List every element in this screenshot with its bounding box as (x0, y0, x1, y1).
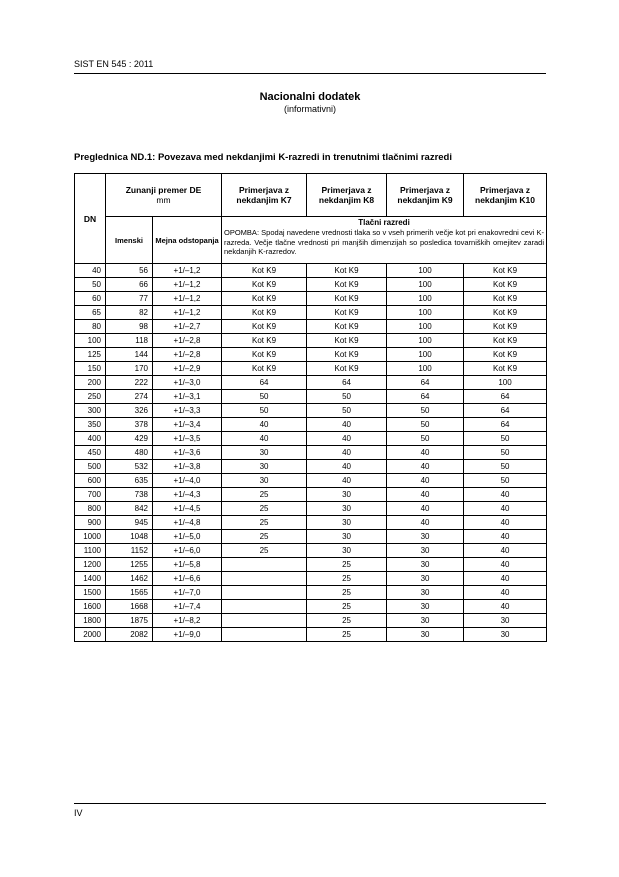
pressure-classes-note (222, 217, 547, 264)
k7-cell: 64 (222, 376, 307, 390)
table-row (75, 460, 547, 474)
k9-cell: 40 (387, 516, 464, 530)
tolerance-cell: +1/–3,3 (153, 404, 222, 418)
tolerance-cell: +1/–3,4 (153, 418, 222, 432)
k9-cell: 30 (387, 530, 464, 544)
nominal-cell: 66 (106, 278, 153, 292)
nominal-cell: 118 (106, 334, 153, 348)
tolerance-cell: +1/–1,2 (153, 278, 222, 292)
nominal-cell: 77 (106, 292, 153, 306)
k7-cell: 25 (222, 544, 307, 558)
tolerance-cell: +1/–3,8 (153, 460, 222, 474)
k9-cell: 100 (387, 306, 464, 320)
table-row (75, 502, 547, 516)
table-row (75, 306, 547, 320)
k9-cell: 100 (387, 320, 464, 334)
document-code: SIST EN 545 : 2011 (74, 59, 154, 69)
nominal-cell: 222 (106, 376, 153, 390)
k7-cell: 25 (222, 516, 307, 530)
dn-cell: 300 (75, 404, 106, 418)
table-row (75, 320, 547, 334)
k7-cell: Kot K9 (222, 362, 307, 376)
k8-cell: 30 (307, 502, 387, 516)
k10-cell: 50 (464, 474, 547, 488)
table-row (75, 278, 547, 292)
k9-cell: 30 (387, 614, 464, 628)
k10-cell: Kot K9 (464, 264, 547, 278)
col-k7-header: Primerjava z nekdanjim K7 (222, 174, 307, 217)
pressure-classes-title: Tlačni razredi (358, 218, 410, 227)
dn-cell: 1200 (75, 558, 106, 572)
dn-cell: 1500 (75, 586, 106, 600)
outer-diameter-unit: mm (156, 195, 171, 205)
tolerance-cell: +1/–2,8 (153, 334, 222, 348)
k7-cell (222, 614, 307, 628)
nominal-cell: 1875 (106, 614, 153, 628)
k9-cell: 50 (387, 404, 464, 418)
k8-cell: 40 (307, 460, 387, 474)
tolerance-cell: +1/–1,2 (153, 292, 222, 306)
k8-cell: 25 (307, 586, 387, 600)
tolerance-cell: +1/–4,3 (153, 488, 222, 502)
k10-cell: Kot K9 (464, 348, 547, 362)
col-dn-header: DN (75, 174, 106, 264)
dn-cell: 1400 (75, 572, 106, 586)
k10-cell: 50 (464, 446, 547, 460)
k8-cell: Kot K9 (307, 348, 387, 362)
dn-cell: 2000 (75, 628, 106, 642)
k9-cell: 30 (387, 628, 464, 642)
k9-cell: 100 (387, 264, 464, 278)
pressure-class-table (74, 173, 547, 642)
nominal-cell: 1462 (106, 572, 153, 586)
k9-cell: 30 (387, 558, 464, 572)
k10-cell: Kot K9 (464, 320, 547, 334)
footer-rule (74, 803, 546, 804)
k10-cell: 40 (464, 488, 547, 502)
nominal-cell: 532 (106, 460, 153, 474)
nominal-cell: 326 (106, 404, 153, 418)
dn-cell: 450 (75, 446, 106, 460)
dn-cell: 65 (75, 306, 106, 320)
header-rule (74, 73, 546, 74)
tolerance-cell: +1/–2,9 (153, 362, 222, 376)
table-row (75, 628, 547, 642)
tolerance-cell: +1/–4,8 (153, 516, 222, 530)
k8-cell: 25 (307, 572, 387, 586)
tolerance-cell: +1/–3,0 (153, 376, 222, 390)
k8-cell: 40 (307, 418, 387, 432)
k9-cell: 40 (387, 488, 464, 502)
table-row (75, 614, 547, 628)
k10-cell: Kot K9 (464, 334, 547, 348)
nominal-cell: 1668 (106, 600, 153, 614)
annex-title: Nacionalni dodatek (259, 91, 361, 103)
k9-cell: 40 (387, 446, 464, 460)
k7-cell: 50 (222, 390, 307, 404)
k10-cell: 40 (464, 502, 547, 516)
k10-cell: Kot K9 (464, 278, 547, 292)
table-row (75, 446, 547, 460)
k8-cell: 30 (307, 530, 387, 544)
k10-cell: 30 (464, 614, 547, 628)
k7-cell: Kot K9 (222, 278, 307, 292)
table-row (75, 474, 547, 488)
nominal-cell: 170 (106, 362, 153, 376)
table-row (75, 376, 547, 390)
k8-cell: 40 (307, 432, 387, 446)
k8-cell: Kot K9 (307, 306, 387, 320)
col-k9-header: Primerjava z nekdanjim K9 (387, 174, 464, 217)
k9-cell: 50 (387, 432, 464, 446)
dn-cell: 150 (75, 362, 106, 376)
nominal-cell: 378 (106, 418, 153, 432)
nominal-cell: 945 (106, 516, 153, 530)
k10-cell: 40 (464, 544, 547, 558)
k8-cell: Kot K9 (307, 278, 387, 292)
k10-cell: Kot K9 (464, 292, 547, 306)
k10-cell: 40 (464, 530, 547, 544)
nominal-cell: 738 (106, 488, 153, 502)
table-row (75, 292, 547, 306)
table-row (75, 348, 547, 362)
table-row (75, 362, 547, 376)
nominal-cell: 274 (106, 390, 153, 404)
dn-cell: 1600 (75, 600, 106, 614)
tolerance-cell: +1/–3,1 (153, 390, 222, 404)
header-row-1 (75, 174, 547, 217)
tolerance-cell: +1/–2,7 (153, 320, 222, 334)
k10-cell: 40 (464, 516, 547, 530)
k10-cell: Kot K9 (464, 362, 547, 376)
k8-cell: Kot K9 (307, 320, 387, 334)
dn-cell: 700 (75, 488, 106, 502)
dn-cell: 250 (75, 390, 106, 404)
tolerance-cell: +1/–1,2 (153, 306, 222, 320)
tolerance-cell: +1/–5,0 (153, 530, 222, 544)
dn-cell: 1000 (75, 530, 106, 544)
tolerance-cell: +1/–5,8 (153, 558, 222, 572)
k9-cell: 50 (387, 418, 464, 432)
k8-cell: 40 (307, 474, 387, 488)
table-row (75, 516, 547, 530)
k10-cell: 64 (464, 404, 547, 418)
k8-cell: 30 (307, 544, 387, 558)
table-row (75, 432, 547, 446)
table-row (75, 334, 547, 348)
k7-cell (222, 586, 307, 600)
k7-cell (222, 572, 307, 586)
col-tolerance-header: Mejna odstopanja (153, 217, 222, 264)
table-row (75, 544, 547, 558)
k7-cell (222, 600, 307, 614)
table-row (75, 600, 547, 614)
annex-subtitle: (informativni) (283, 104, 336, 114)
tolerance-cell: +1/–6,0 (153, 544, 222, 558)
dn-cell: 80 (75, 320, 106, 334)
k10-cell: 40 (464, 586, 547, 600)
k9-cell: 40 (387, 502, 464, 516)
k7-cell: Kot K9 (222, 348, 307, 362)
dn-cell: 600 (75, 474, 106, 488)
k10-cell: 40 (464, 572, 547, 586)
k7-cell: 25 (222, 530, 307, 544)
dn-cell: 900 (75, 516, 106, 530)
k9-cell: 100 (387, 334, 464, 348)
k8-cell: 30 (307, 516, 387, 530)
k7-cell: 50 (222, 404, 307, 418)
k7-cell: 40 (222, 418, 307, 432)
k9-cell: 40 (387, 474, 464, 488)
k8-cell: Kot K9 (307, 292, 387, 306)
table-row (75, 488, 547, 502)
table-row (75, 264, 547, 278)
k7-cell: Kot K9 (222, 320, 307, 334)
nominal-cell: 2082 (106, 628, 153, 642)
k7-cell: Kot K9 (222, 292, 307, 306)
nominal-cell: 1255 (106, 558, 153, 572)
tolerance-cell: +1/–6,6 (153, 572, 222, 586)
tolerance-cell: +1/–7,4 (153, 600, 222, 614)
nominal-cell: 1152 (106, 544, 153, 558)
k8-cell: 25 (307, 558, 387, 572)
table-row (75, 390, 547, 404)
k10-cell: 64 (464, 390, 547, 404)
pressure-note-text: OPOMBA: Spodaj navedene vrednosti tlaka so v vseh primerih večje kot pri enakovredni cevi K-razreda. Večje tlačne vrednosti pri manjših dimenzijah so posledica tovarniških omejitev zaradi nekdanjih K-razredov. (224, 228, 545, 256)
outer-diameter-label: Zunanji premer DE (125, 185, 202, 195)
k10-cell: 50 (464, 432, 547, 446)
table-caption: Preglednica ND.1: Povezava med nekdanjimi K-razredi in trenutnimi tlačnimi razredi (74, 152, 452, 163)
k8-cell: 30 (307, 488, 387, 502)
table-row (75, 572, 547, 586)
tolerance-cell: +1/–7,0 (153, 586, 222, 600)
nominal-cell: 1048 (106, 530, 153, 544)
dn-cell: 800 (75, 502, 106, 516)
k7-cell: 30 (222, 474, 307, 488)
nominal-cell: 56 (106, 264, 153, 278)
k9-cell: 30 (387, 544, 464, 558)
k8-cell: 64 (307, 376, 387, 390)
k7-cell (222, 558, 307, 572)
k8-cell: 25 (307, 600, 387, 614)
dn-cell: 200 (75, 376, 106, 390)
k7-cell (222, 628, 307, 642)
k8-cell: 50 (307, 390, 387, 404)
col-nominal-header: Imenski (106, 217, 153, 264)
table-row (75, 404, 547, 418)
page-number: IV (74, 808, 83, 818)
k7-cell: 30 (222, 460, 307, 474)
k9-cell: 30 (387, 600, 464, 614)
k9-cell: 40 (387, 460, 464, 474)
dn-cell: 1800 (75, 614, 106, 628)
dn-cell: 350 (75, 418, 106, 432)
k9-cell: 64 (387, 376, 464, 390)
k8-cell: 50 (307, 404, 387, 418)
k8-cell: 25 (307, 614, 387, 628)
k8-cell: Kot K9 (307, 334, 387, 348)
k9-cell: 100 (387, 278, 464, 292)
k7-cell: 40 (222, 432, 307, 446)
dn-cell: 1100 (75, 544, 106, 558)
k10-cell: 64 (464, 418, 547, 432)
nominal-cell: 635 (106, 474, 153, 488)
k8-cell: 25 (307, 628, 387, 642)
k9-cell: 30 (387, 586, 464, 600)
dn-cell: 400 (75, 432, 106, 446)
nominal-cell: 480 (106, 446, 153, 460)
dn-cell: 500 (75, 460, 106, 474)
tolerance-cell: +1/–9,0 (153, 628, 222, 642)
k10-cell: Kot K9 (464, 306, 547, 320)
k9-cell: 100 (387, 362, 464, 376)
k7-cell: 25 (222, 488, 307, 502)
nominal-cell: 98 (106, 320, 153, 334)
k10-cell: 40 (464, 600, 547, 614)
col-k8-header: Primerjava z nekdanjim K8 (307, 174, 387, 217)
k7-cell: Kot K9 (222, 334, 307, 348)
col-outer-diameter-header (106, 174, 222, 217)
nominal-cell: 82 (106, 306, 153, 320)
k9-cell: 30 (387, 572, 464, 586)
table-row (75, 586, 547, 600)
nominal-cell: 1565 (106, 586, 153, 600)
k9-cell: 100 (387, 292, 464, 306)
dn-cell: 100 (75, 334, 106, 348)
dn-cell: 125 (75, 348, 106, 362)
k7-cell: Kot K9 (222, 306, 307, 320)
k8-cell: 40 (307, 446, 387, 460)
k9-cell: 100 (387, 348, 464, 362)
tolerance-cell: +1/–8,2 (153, 614, 222, 628)
k10-cell: 100 (464, 376, 547, 390)
tolerance-cell: +1/–3,5 (153, 432, 222, 446)
k10-cell: 50 (464, 460, 547, 474)
tolerance-cell: +1/–4,0 (153, 474, 222, 488)
k9-cell: 64 (387, 390, 464, 404)
nominal-cell: 842 (106, 502, 153, 516)
nominal-cell: 429 (106, 432, 153, 446)
dn-cell: 40 (75, 264, 106, 278)
tolerance-cell: +1/–4,5 (153, 502, 222, 516)
k7-cell: 25 (222, 502, 307, 516)
k7-cell: Kot K9 (222, 264, 307, 278)
table-row (75, 558, 547, 572)
dn-cell: 50 (75, 278, 106, 292)
col-k10-header: Primerjava z nekdanjim K10 (464, 174, 547, 217)
dn-cell: 60 (75, 292, 106, 306)
header-row-2 (75, 217, 547, 264)
k8-cell: Kot K9 (307, 362, 387, 376)
table-row (75, 418, 547, 432)
k10-cell: 40 (464, 558, 547, 572)
k8-cell: Kot K9 (307, 264, 387, 278)
k7-cell: 30 (222, 446, 307, 460)
tolerance-cell: +1/–3,6 (153, 446, 222, 460)
table-row (75, 530, 547, 544)
tolerance-cell: +1/–1,2 (153, 264, 222, 278)
tolerance-cell: +1/–2,8 (153, 348, 222, 362)
nominal-cell: 144 (106, 348, 153, 362)
k10-cell: 30 (464, 628, 547, 642)
